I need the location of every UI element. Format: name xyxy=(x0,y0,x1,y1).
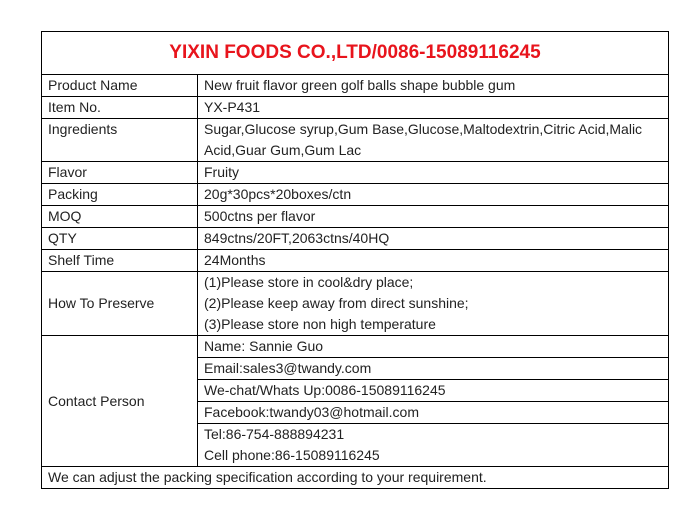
preserve-line: (1)Please store in cool&dry place; xyxy=(204,274,414,290)
footer-note: We can adjust the packing specification according to your requirement. xyxy=(42,467,668,489)
row-value xyxy=(198,119,669,162)
row-value xyxy=(198,272,669,336)
contact-wechat: We-chat/Whats Up:0086-15089116245 xyxy=(198,379,668,401)
contact-details xyxy=(198,336,669,467)
ingredients-line: Sugar,Glucose syrup,Gum Base,Glucose,Maltodextrin,Citric Acid,Malic xyxy=(204,121,643,137)
row-label: Item No. xyxy=(42,97,198,119)
row-label: Flavor xyxy=(42,162,198,184)
table-row xyxy=(42,228,668,250)
table-row xyxy=(42,162,668,184)
table-row xyxy=(42,467,668,489)
contact-cell: Cell phone:86-15089116245 xyxy=(204,447,380,463)
preserve-line: (3)Please store non high temperature xyxy=(204,316,436,332)
contact-facebook: Facebook:twandy03@hotmail.com xyxy=(198,401,668,423)
row-label: Product Name xyxy=(42,75,198,97)
contact-tel: Tel:86-754-888894231 xyxy=(204,426,345,442)
row-label: Packing xyxy=(42,184,198,206)
spec-sheet xyxy=(41,31,669,489)
preserve-line: (2)Please keep away from direct sunshine; xyxy=(204,295,469,311)
row-label: How To Preserve xyxy=(42,272,198,336)
table-row xyxy=(42,184,668,206)
row-label: MOQ xyxy=(42,206,198,228)
table-row xyxy=(42,272,668,336)
table-row xyxy=(42,336,668,467)
table-row xyxy=(42,206,668,228)
row-label: QTY xyxy=(42,228,198,250)
row-label: Contact Person xyxy=(42,336,198,467)
row-value: 24Months xyxy=(198,250,669,272)
row-value: New fruit flavor green golf balls shape bubble gum xyxy=(198,75,669,97)
row-label: Ingredients xyxy=(42,119,198,162)
table-row xyxy=(42,75,668,97)
table-row xyxy=(42,250,668,272)
contact-phones xyxy=(198,423,668,466)
row-value: 849ctns/20FT,2063ctns/40HQ xyxy=(198,228,669,250)
row-label: Shelf Time xyxy=(42,250,198,272)
row-value: Fruity xyxy=(198,162,669,184)
contact-name: Name: Sannie Guo xyxy=(204,338,324,354)
table-row xyxy=(42,119,668,162)
ingredients-line: Acid,Guar Gum,Gum Lac xyxy=(204,142,362,158)
contact-email: Email:sales3@twandy.com xyxy=(198,357,668,379)
row-value: 20g*30pcs*20boxes/ctn xyxy=(198,184,669,206)
company-title: YIXIN FOODS CO.,LTD/0086-15089116245 xyxy=(42,32,668,75)
spec-table xyxy=(42,75,668,488)
row-value: 500ctns per flavor xyxy=(198,206,669,228)
table-row xyxy=(42,97,668,119)
row-value: YX-P431 xyxy=(198,97,669,119)
